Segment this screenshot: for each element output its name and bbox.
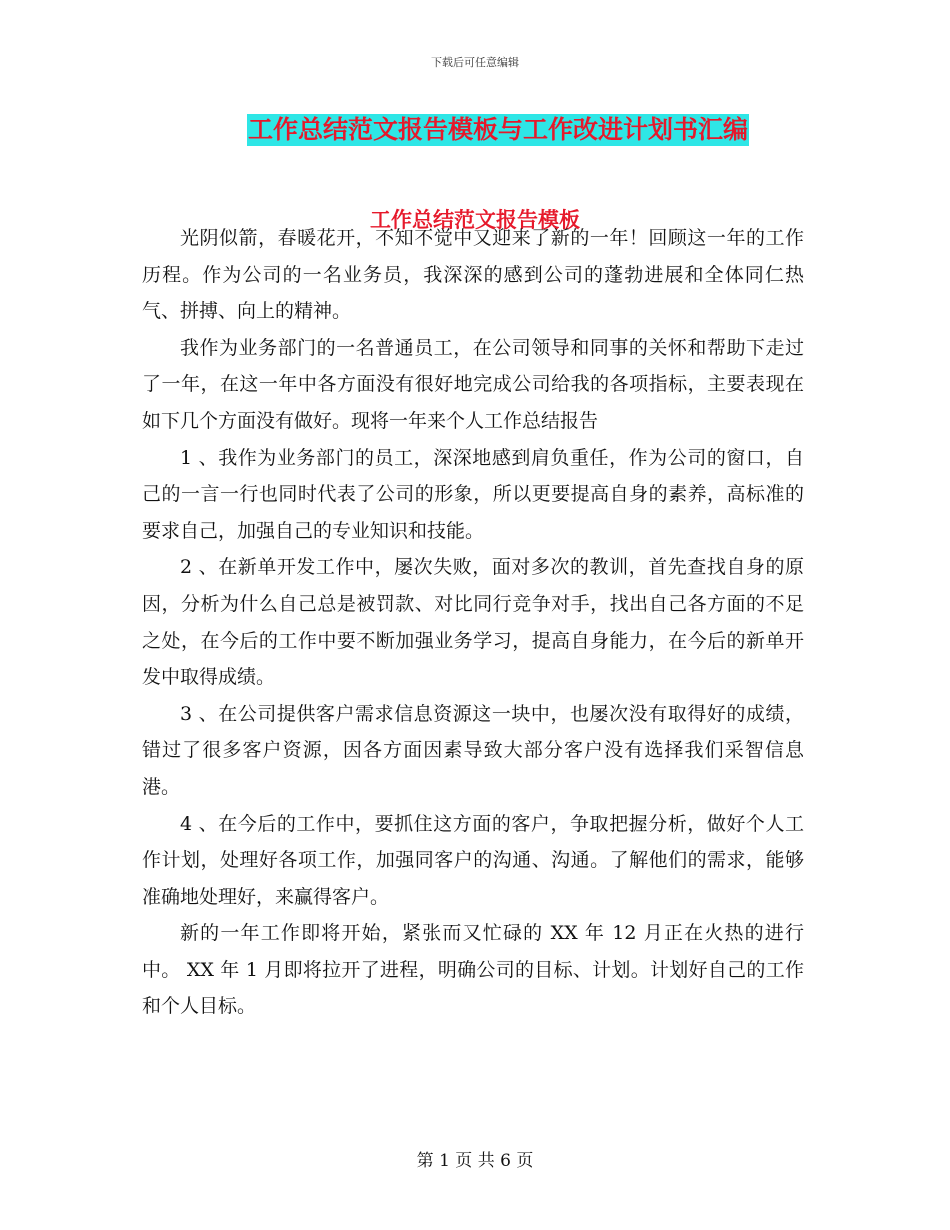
section-title: 工作总结范文报告模板: [370, 208, 580, 232]
document-body: [142, 220, 804, 1025]
body-paragraph: 光阴似箭，春暖花开，不知不觉中又迎来了新的一年！回顾这一年的工作历程。作为公司的一名业务员，我深深的感到公司的蓬勃进展和全体同仁热气、拼搏、向上的精神。: [142, 227, 804, 323]
page-number-footer: 第 1 页 共 6 页: [416, 1151, 534, 1171]
body-paragraph: 1 、我作为业务部门的员工，深深地感到肩负重任，作为公司的窗口，自己的一言一行也同时代表了公司的形象，所以更要提高自身的素养，高标准的要求自己，加强自己的专业知识和技能。: [142, 446, 804, 542]
body-paragraph: 我作为业务部门的一名普通员工，在公司领导和同事的关怀和帮助下走过了一年，在这一年中各方面没有很好地完成公司给我的各项指标，主要表现在如下几个方面没有做好。现将一年来个人工作总结报告: [142, 336, 804, 432]
body-paragraph: 3 、在公司提供客户需求信息资源这一块中，也屡次没有取得好的成绩，错过了很多客户资源，因各方面因素导致大部分客户没有选择我们采智信息港。: [142, 702, 804, 798]
page-header-note: 下载后可任意编辑: [431, 56, 519, 69]
body-paragraph: 4 、在今后的工作中，要抓住这方面的客户，争取把握分析，做好个人工作计划，处理好各项工作，加强同客户的沟通、沟通。了解他们的需求，能够准确地处理好，来赢得客户。: [142, 812, 804, 908]
body-paragraph: 新的一年工作即将开始，紧张而又忙碌的 XX 年 12 月正在火热的进行中。 XX 年 1 月即将拉开了进程，明确公司的目标、计划。计划好自己的工作和个人目标。: [142, 922, 804, 1018]
document-main-title: 工作总结范文报告模板与工作改进计划书汇编: [247, 115, 748, 144]
main-title-container: [0, 114, 950, 146]
body-paragraph: 2 、在新单开发工作中，屡次失败，面对多次的教训，首先查找自身的原因，分析为什么自己总是被罚款、对比同行竞争对手，找出自己各方面的不足之处，在今后的工作中要不断加强业务学习，提高自身能力，在今后的新单开发中取得成绩。: [142, 556, 804, 689]
